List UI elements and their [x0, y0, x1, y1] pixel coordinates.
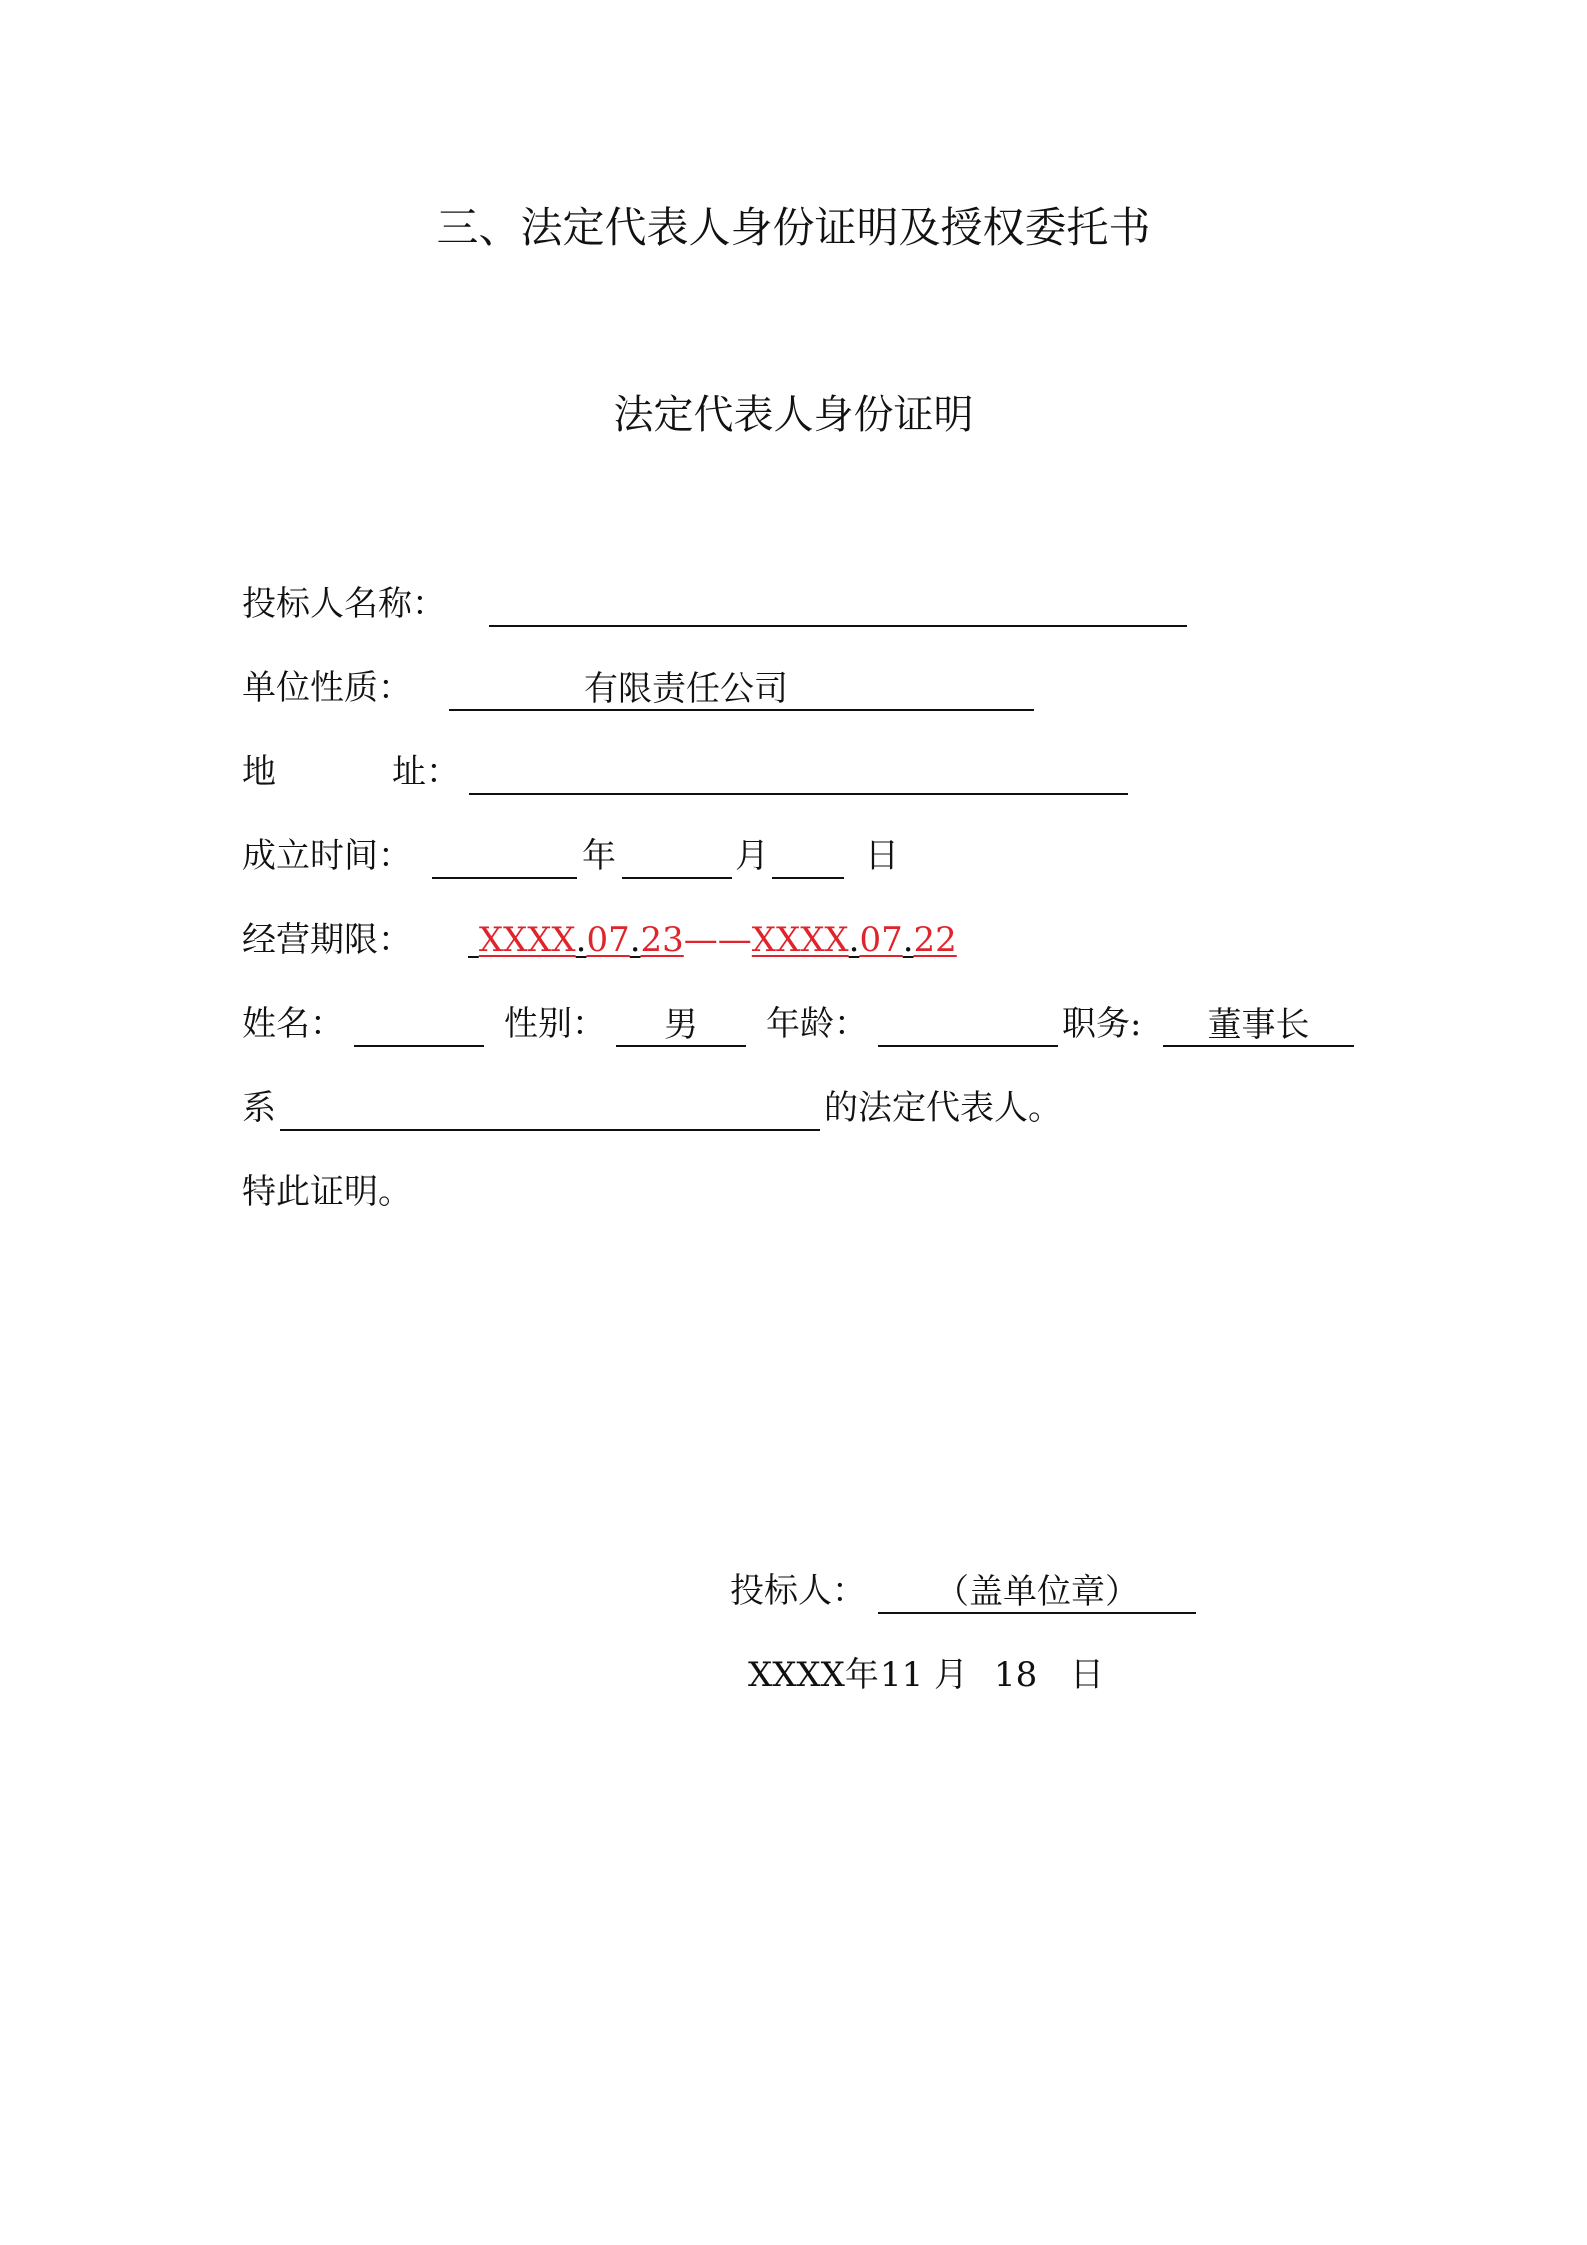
affiliation-suffix: 的法定代表人。: [824, 1088, 1062, 1128]
established-day-unit: 日: [865, 836, 899, 876]
gender-blank: [616, 1007, 746, 1047]
op-dash: ——: [683, 920, 752, 960]
gender-value: 男: [664, 1005, 698, 1045]
op-start-month: 07: [586, 920, 630, 960]
op-dot-3: .: [848, 920, 860, 960]
unit-nature-blank: [449, 671, 1034, 711]
name-blank: [354, 1007, 484, 1047]
op-end-year: XXXX: [751, 920, 849, 960]
position-blank: [1163, 1007, 1354, 1047]
age-blank: [878, 1007, 1058, 1047]
op-start-year: XXXX: [478, 920, 576, 960]
certify-text: 特此证明。: [242, 1172, 412, 1212]
established-day-blank: [772, 839, 844, 879]
date-month-unit: 月: [934, 1655, 968, 1695]
address-label-first: 地: [242, 752, 276, 792]
op-dot-4: .: [902, 920, 914, 960]
op-end-month: 07: [859, 920, 903, 960]
op-end-day: 22: [913, 920, 957, 960]
address-blank: [469, 755, 1128, 795]
established-year-blank: [432, 839, 577, 879]
gender-label: 性别：: [504, 1004, 606, 1044]
established-month-unit: 月: [735, 836, 769, 876]
bidder-name-label: 投标人名称：: [242, 584, 446, 624]
op-dot-1: .: [575, 920, 587, 960]
affiliation-blank: [280, 1091, 820, 1131]
seal-blank: [878, 1574, 1196, 1614]
document-title: 三、法定代表人身份证明及授权委托书: [436, 203, 1151, 252]
established-year-unit: 年: [582, 836, 616, 876]
position-label: 职务:: [1062, 1004, 1142, 1044]
address-label-second: 址：: [392, 752, 460, 792]
date-day-number: 18: [994, 1655, 1038, 1695]
unit-nature-value: 有限责任公司: [584, 669, 788, 709]
signature-bidder-label: 投标人：: [730, 1571, 866, 1611]
date-day-unit: 日: [1070, 1655, 1104, 1695]
established-label: 成立时间：: [242, 836, 412, 876]
affiliation-prefix: 系: [242, 1088, 276, 1128]
date-year: XXXX年: [748, 1655, 879, 1695]
bidder-name-blank: [489, 587, 1187, 627]
name-label: 姓名：: [242, 1004, 344, 1044]
age-label: 年龄：: [766, 1004, 868, 1044]
seal-text: （盖单位章）: [935, 1572, 1139, 1612]
section-subtitle: 法定代表人身份证明: [613, 392, 974, 438]
op-dot-2: .: [629, 920, 641, 960]
op-start-day: 23: [640, 920, 684, 960]
date-month-number: 11: [880, 1655, 924, 1695]
operating-period-value: [468, 920, 957, 960]
position-value: 董事长: [1207, 1005, 1310, 1045]
operating-period-label: 经营期限：: [242, 920, 412, 960]
unit-nature-label: 单位性质：: [242, 668, 412, 708]
established-month-blank: [622, 839, 732, 879]
